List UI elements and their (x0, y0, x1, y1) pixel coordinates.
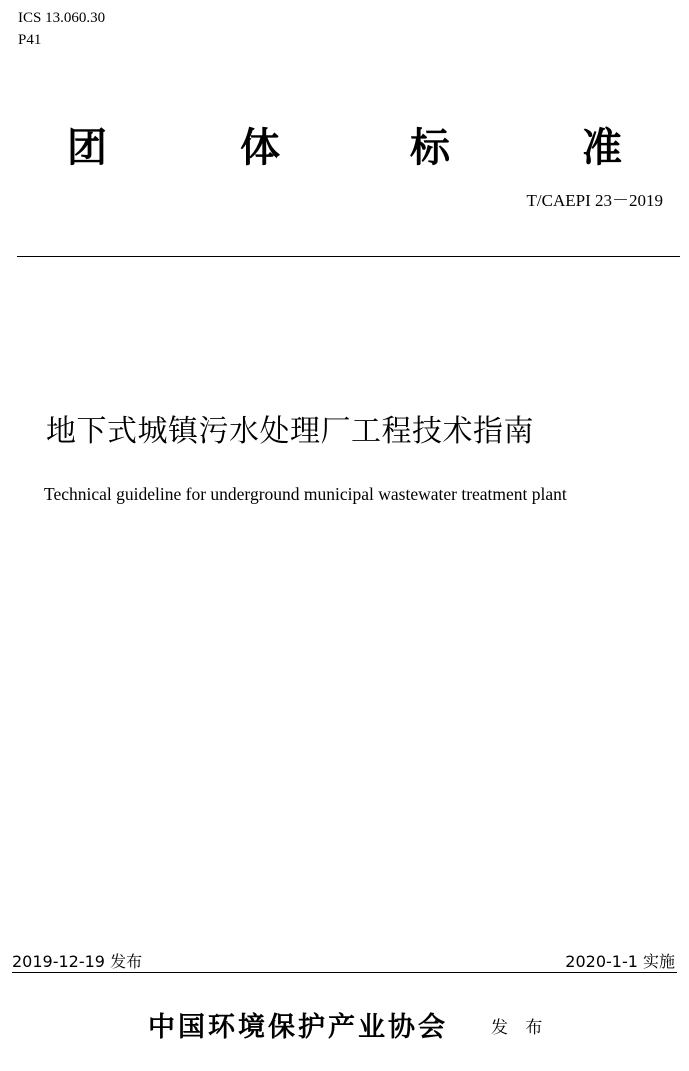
bottom-divider (12, 972, 677, 973)
implementation-date: 2020-1-1 实施 (565, 952, 675, 971)
standard-code: T/CAEPI 23－2019 (526, 191, 663, 210)
ics-code: ICS 13.060.30 (18, 10, 106, 26)
issuer-name: 中国环境保护产业协会 (148, 1012, 448, 1043)
document-title-cn: 地下式城镇污水处理厂工程技术指南 (46, 414, 534, 449)
publication-date: 2019-12-19 发布 (12, 952, 143, 971)
classification-code: P41 (18, 32, 42, 48)
category-title-char: 准 (582, 125, 622, 171)
issue-verb: 发 布 (491, 1018, 549, 1038)
category-title-char: 团 (67, 125, 107, 171)
category-title-char: 体 (240, 125, 280, 171)
top-divider (17, 256, 680, 257)
document-title-en: Technical guideline for underground municipal wastewater treatment plant (44, 484, 567, 504)
category-title-char: 标 (410, 125, 450, 171)
